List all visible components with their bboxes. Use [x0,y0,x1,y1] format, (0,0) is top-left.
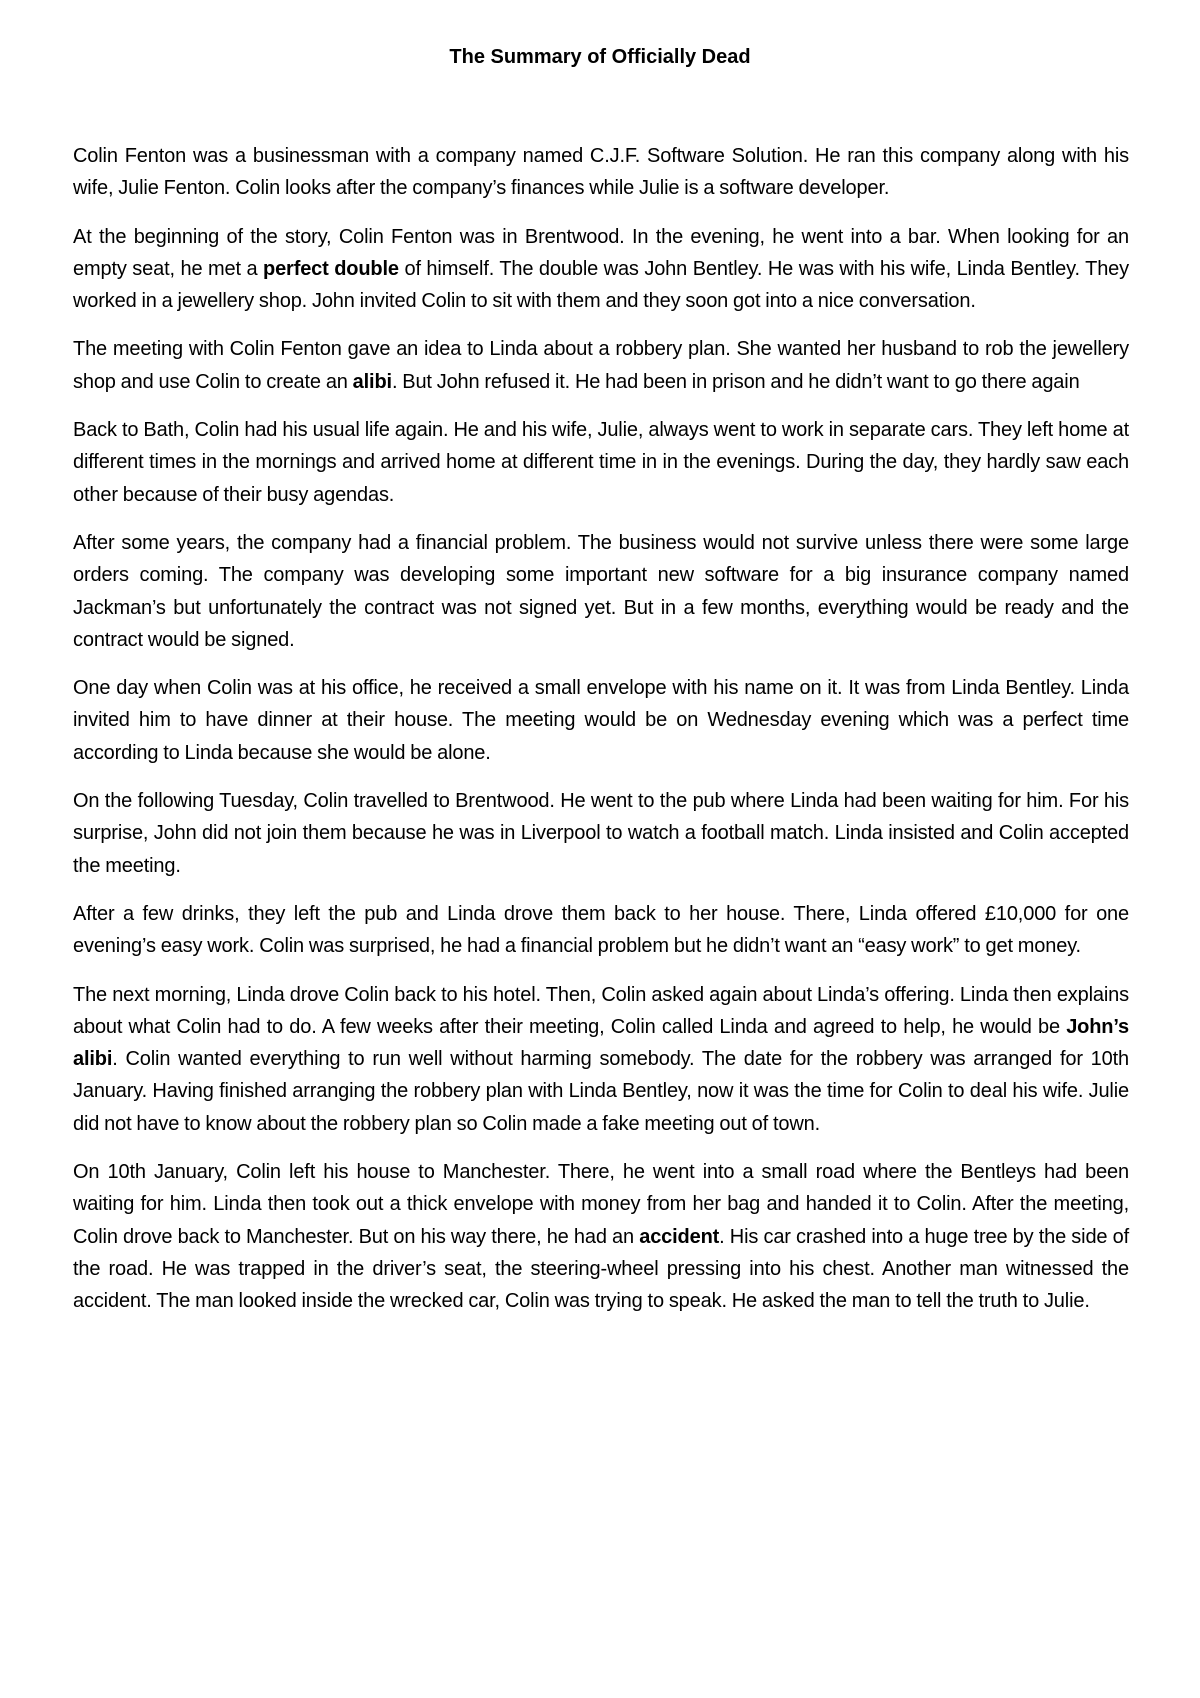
text-run: On 10th January, Colin left his house to Manchester. There, he went into a small road where the Bentleys had been waiting for him. Linda then took out a thick envelope with money from her bag and handed it to Colin. After the meeting, Colin drove back to Manchester. But on his way there, he had an [73,1161,1129,1248]
text-run: At the beginning of the story, Colin Fenton was in Brentwood. In the evening, he went into a bar. When looking for an empty seat, he met a [73,225,1129,280]
paragraph-9 [73,979,1129,1140]
bold-term-johns-alibi: John’s alibi [73,1015,1129,1071]
paragraph-2 [73,221,1129,318]
bold-term-accident: accident [639,1225,720,1248]
text-run: After some years, the company had a financial problem. The business would not survive unless there were some large orders coming. The company was developing some important new software for a big insurance company named Jackman’s but unfortunately the contract was not signed yet. But in a few months, everything would be ready and the contract would be signed. [73,531,1129,651]
text-run: The next morning, Linda drove Colin back to his hotel. Then, Colin asked again about Linda’s offering. Linda then explains about what Colin had to do. A few weeks after their meeting, Colin called Linda and agreed to help, he would be [73,983,1129,1038]
paragraph-4 [73,414,1129,511]
document-title: The Summary of Officially Dead [449,46,751,68]
bold-term-perfect-double: perfect double [263,257,399,280]
text-run: Back to Bath, Colin had his usual life again. He and his wife, Julie, always went to work in separate cars. They left home at different times in the mornings and arrived home at different time in in the evenings. During the day, they hardly saw each other because of their busy agendas. [73,419,1129,506]
paragraph-6 [73,672,1129,769]
paragraph-8 [73,898,1129,963]
document-body [73,140,1129,1318]
text-run: . His car crashed into a huge tree by the side of the road. He was trapped in the driver’s seat, the steering-wheel pressing into his chest. Another man witnessed the accident. The man looked inside the wrecked car, Colin was trying to speak. He asked the man to tell the truth to Julie. [73,1225,1129,1313]
text-run: One day when Colin was at his office, he received a small envelope with his name on it. It was from Linda Bentley. Linda invited him to have dinner at their house. The meeting would be on Wednesday evening which was a perfect time according to Linda because she would be alone. [73,677,1129,764]
text-run: Colin Fenton was a businessman with a company named C.J.F. Software Solution. He ran this company along with his wife, Julie Fenton. Colin looks after the company’s finances while Julie is a software developer. [73,145,1129,200]
paragraph-7 [73,785,1129,882]
paragraph-3 [73,333,1129,398]
text-run: . But John refused it. He had been in prison and he didn’t want to go there again [391,370,1080,393]
text-run: of himself. The double was John Bentley. He was with his wife, Linda Bentley. They worked in a jewellery shop. John invited Colin to sit with them and they soon got into a nice conversation. [73,257,1129,313]
text-run: After a few drinks, they left the pub and Linda drove them back to her house. There, Linda offered £10,000 for one evening’s easy work. Colin was surprised, he had a financial problem but he didn’t want an “easy work” to get money. [73,902,1129,958]
text-run: . Colin wanted everything to run well without harming somebody. The date for the robbery was arranged for 10th January. Having finished arranging the robbery plan with Linda Bentley, now it was the time for Colin to deal his wife. Julie did not have to know about the robbery plan so Colin made a fake meeting out of town. [73,1048,1129,1135]
paragraph-1 [73,140,1129,205]
paragraph-5 [73,527,1129,656]
bold-term-alibi: alibi [352,370,392,393]
text-run: The meeting with Colin Fenton gave an idea to Linda about a robbery plan. She wanted her husband to rob the jewellery shop and use Colin to create an [73,338,1129,393]
paragraph-10 [73,1156,1129,1317]
text-run: On the following Tuesday, Colin travelled to Brentwood. He went to the pub where Linda had been waiting for him. For his surprise, John did not join them because he was in Liverpool to watch a football match. Linda insisted and Colin accepted the meeting. [73,790,1129,877]
